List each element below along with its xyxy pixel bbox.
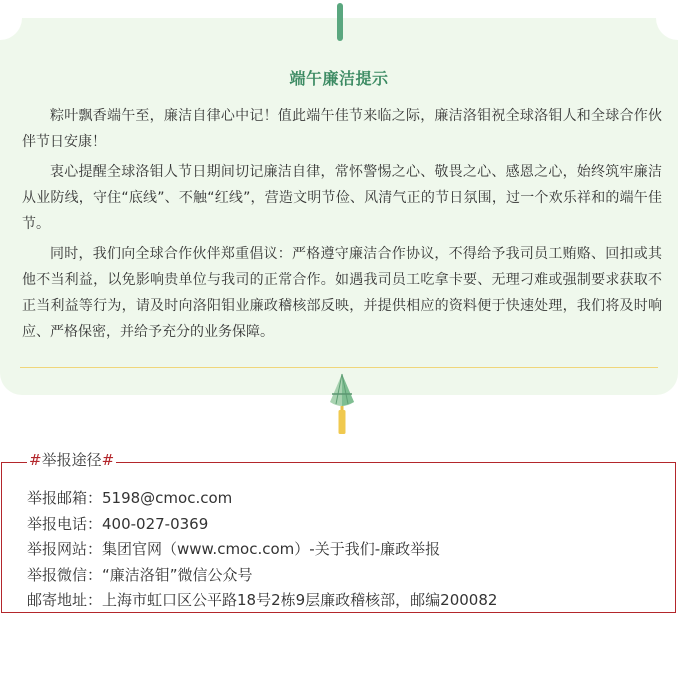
notice-paragraph-partner-proposal: 同时，我们向全球合作伙伴郑重倡议：严格遵守廉洁合作协议，不得给予我司员工贿赂、回扣或其他不当利益，以免影响贵单位与我司的正常合作。如遇我司员工吃拿卡要、无理刁难或强制要求获取不正当利益等行为，请及时向洛阳钼业廉政稽核部反映，并提供相应的资料便于快速处理，我们将及时响应、严格保密，并给予充分的业务保障。 (22, 246, 662, 340)
hash-mark-left: # (29, 451, 42, 469)
report-heading-label: 举报途径 (41, 451, 102, 469)
notice-body (22, 103, 662, 349)
report-phone: 举报电话：400-027-0369 (27, 514, 209, 533)
report-email: 举报邮箱：5198@cmoc.com (27, 489, 233, 507)
zongzi-icon (326, 372, 358, 438)
report-mailing-address: 邮寄地址：上海市虹口区公平路18号2栋9层廉政稽核部，邮编200082 (27, 591, 498, 609)
report-website: 举报网站：集团官网（www.cmoc.com）-关于我们-廉政举报 (27, 540, 441, 558)
report-wechat: 举报微信：“廉洁洛钼”微信公众号 (27, 565, 253, 584)
hanger-decoration (337, 3, 343, 41)
notice-paragraph-greeting: 粽叶飘香端午至，廉洁自律心中记！值此端午佳节来临之际，廉洁洛钼祝全球洛钼人和全球合作伙伴节日安康！ (22, 108, 662, 150)
notice-paragraph-reminder: 衷心提醒全球洛钼人节日期间切记廉洁自律，常怀警惕之心、敬畏之心、感恩之心，始终筑牢廉洁从业防线，守住“底线”、不触“红线”，营造文明节俭、风清气正的节日氛围，过一个欢乐祥和的端午佳节。 (22, 164, 662, 232)
notice-title: 端午廉洁提示 (289, 69, 389, 88)
hash-mark-right: # (101, 451, 115, 469)
report-heading (27, 451, 116, 469)
report-channel-list (27, 486, 497, 614)
gold-divider (20, 367, 658, 368)
